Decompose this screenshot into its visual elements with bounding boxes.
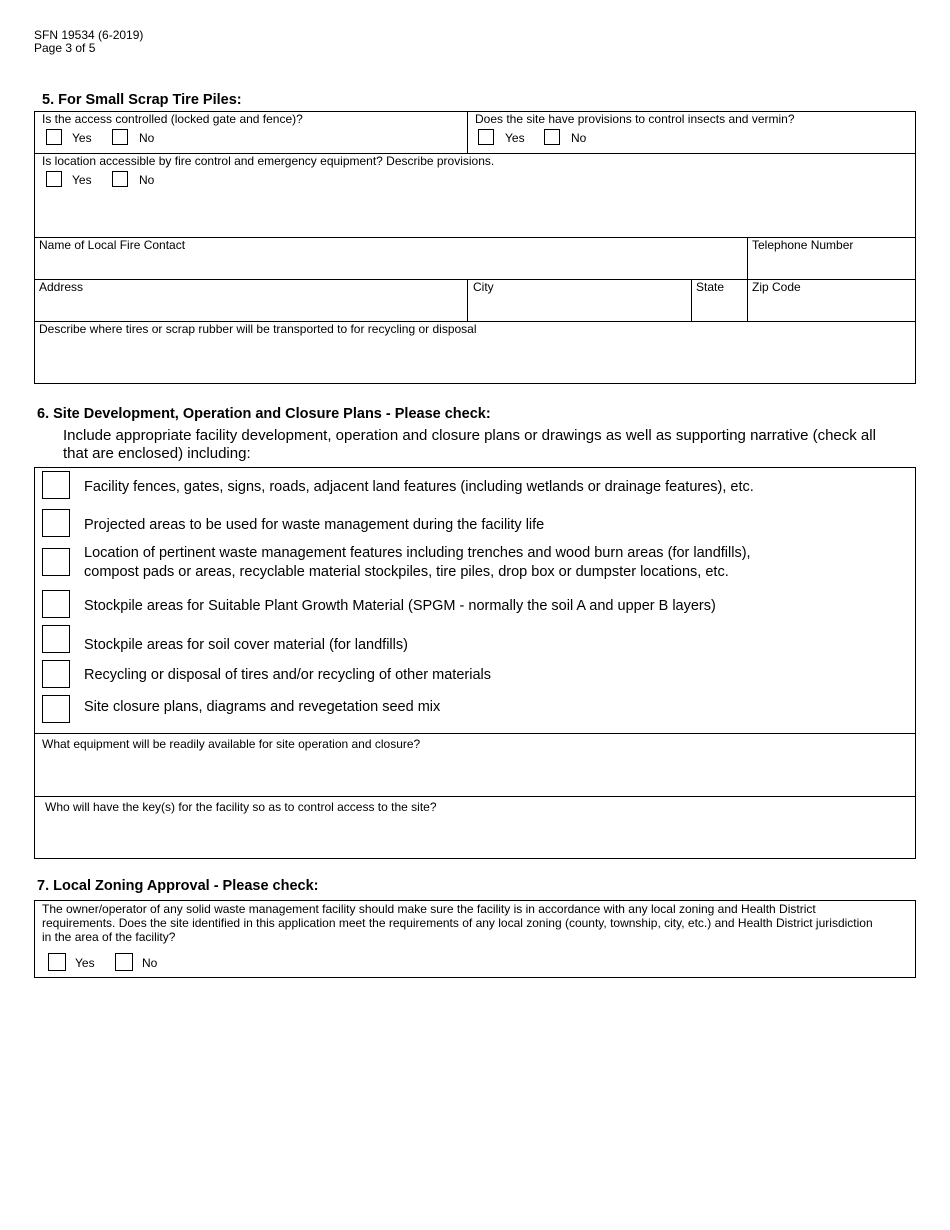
- fire-provisions-field[interactable]: [40, 192, 910, 234]
- fire-no-checkbox[interactable]: [112, 171, 128, 187]
- city-label: City: [473, 280, 494, 294]
- insects-question: Does the site have provisions to control insects and vermin?: [475, 112, 795, 126]
- plan-item-fences: Facility fences, gates, signs, roads, adjacent land features (including wetlands or drainage features), etc.: [84, 479, 754, 495]
- zoning-text-line1: The owner/operator of any solid waste management facility should make sure the facility is in accordance with any local zoning and Health District: [42, 902, 816, 916]
- section7-title: 7. Local Zoning Approval - Please check:: [37, 878, 319, 894]
- plan-features-checkbox[interactable]: [42, 548, 70, 576]
- telephone-field[interactable]: [749, 253, 913, 277]
- fire-contact-field[interactable]: [36, 253, 744, 277]
- insects-yes-checkbox[interactable]: [478, 129, 494, 145]
- access-no-checkbox[interactable]: [112, 129, 128, 145]
- zoning-no-label: No: [142, 956, 158, 970]
- plan-closure-checkbox[interactable]: [42, 695, 70, 723]
- divider: [34, 796, 916, 797]
- plan-item-soil-cover: Stockpile areas for soil cover material (for landfills): [84, 637, 408, 653]
- plan-item-features-line1: Location of pertinent waste management features including trenches and wood burn areas (for landfills),: [84, 545, 751, 561]
- plan-item-tires: Recycling or disposal of tires and/or recycling of other materials: [84, 667, 491, 683]
- access-no-label: No: [139, 131, 155, 145]
- divider: [467, 279, 468, 321]
- section6-intro-line1: Include appropriate facility development, operation and closure plans or drawings as well as supporting narrative (check all: [63, 427, 876, 444]
- keys-field[interactable]: [36, 816, 913, 857]
- fire-yes-label: Yes: [72, 173, 92, 187]
- address-label: Address: [39, 280, 84, 294]
- telephone-label: Telephone Number: [752, 238, 854, 252]
- insects-yes-label: Yes: [505, 131, 525, 145]
- equipment-field[interactable]: [36, 753, 913, 794]
- plan-spgm-checkbox[interactable]: [42, 590, 70, 618]
- page-number: Page 3 of 5: [34, 41, 96, 55]
- transport-label: Describe where tires or scrap rubber will be transported to for recycling or disposal: [39, 322, 477, 336]
- plan-tires-checkbox[interactable]: [42, 660, 70, 688]
- fire-question: Is location accessible by fire control and emergency equipment? Describe provisions.: [42, 154, 495, 168]
- city-field[interactable]: [469, 295, 688, 319]
- divider: [467, 111, 468, 153]
- plan-item-spgm: Stockpile areas for Suitable Plant Growth Material (SPGM - normally the soil A and upper B layers): [84, 598, 716, 614]
- state-field[interactable]: [693, 295, 745, 319]
- plan-item-closure: Site closure plans, diagrams and revegetation seed mix: [84, 699, 441, 715]
- transport-field[interactable]: [36, 338, 913, 382]
- address-field[interactable]: [36, 295, 464, 319]
- divider: [691, 279, 692, 321]
- equipment-label: What equipment will be readily available for site operation and closure?: [42, 737, 421, 751]
- divider: [34, 733, 916, 734]
- insects-no-label: No: [571, 131, 587, 145]
- plan-soil-cover-checkbox[interactable]: [42, 625, 70, 653]
- section5-title: 5. For Small Scrap Tire Piles:: [42, 92, 242, 108]
- plan-item-waste-areas: Projected areas to be used for waste management during the facility life: [84, 517, 545, 533]
- keys-label: Who will have the key(s) for the facility so as to control access to the site?: [45, 800, 437, 814]
- fire-no-label: No: [139, 173, 155, 187]
- form-number: SFN 19534 (6-2019): [34, 28, 144, 42]
- zoning-yes-label: Yes: [75, 956, 95, 970]
- zip-field[interactable]: [749, 295, 913, 319]
- zoning-text-line3: in the area of the facility?: [42, 930, 176, 944]
- zoning-yes-checkbox[interactable]: [48, 953, 66, 971]
- plan-waste-areas-checkbox[interactable]: [42, 509, 70, 537]
- divider: [747, 237, 748, 321]
- plan-fences-checkbox[interactable]: [42, 471, 70, 499]
- section6-title: 6. Site Development, Operation and Closure Plans - Please check:: [37, 406, 491, 422]
- zoning-no-checkbox[interactable]: [115, 953, 133, 971]
- fire-contact-label: Name of Local Fire Contact: [39, 238, 186, 252]
- zoning-text-line2: requirements. Does the site identified in this application meet the requirements of any local zoning (county, township, city, etc.) and Health District jurisdiction: [42, 916, 873, 930]
- access-question: Is the access controlled (locked gate and fence)?: [42, 112, 303, 126]
- section6-intro-line2: that are enclosed) including:: [63, 445, 251, 462]
- insects-no-checkbox[interactable]: [544, 129, 560, 145]
- plan-item-features-line2: compost pads or areas, recyclable material stockpiles, tire piles, drop box or dumpster locations, etc.: [84, 564, 729, 580]
- fire-yes-checkbox[interactable]: [46, 171, 62, 187]
- access-yes-label: Yes: [72, 131, 92, 145]
- zip-label: Zip Code: [752, 280, 801, 294]
- access-yes-checkbox[interactable]: [46, 129, 62, 145]
- state-label: State: [696, 280, 725, 294]
